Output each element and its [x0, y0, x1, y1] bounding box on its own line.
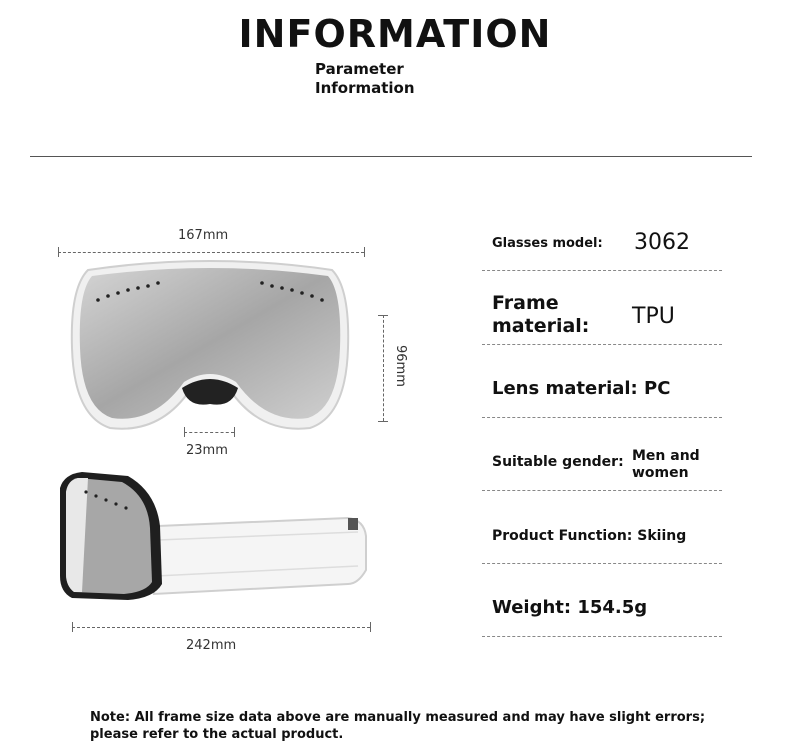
- spec-frame-label: [492, 292, 589, 338]
- dimension-nose-tick-left: [184, 427, 185, 437]
- spec-row-weight: [482, 563, 722, 637]
- dimension-width-label: 167mm: [178, 228, 229, 243]
- disclaimer-line-2: please refer to the actual product.: [90, 727, 344, 742]
- dimension-strap-line: [72, 627, 370, 628]
- spec-row-frame: [482, 270, 722, 345]
- spec-frame-value: TPU: [632, 304, 675, 329]
- dimension-strap-tick-right: [370, 622, 371, 632]
- spec-gender-value-line-1: Men and: [632, 448, 700, 464]
- disclaimer-note: [90, 709, 710, 743]
- spec-row-lens: [482, 344, 722, 418]
- disclaimer-line-1: Note: All frame size data above are manually measured and may have slight errors;: [90, 710, 706, 725]
- dimension-height-label: 96mm: [393, 345, 408, 387]
- subtitle-line-1: Parameter: [315, 60, 404, 78]
- page-subtitle: [315, 60, 465, 98]
- spec-row-gender: [482, 417, 722, 491]
- dimension-strap-label: 242mm: [186, 638, 237, 653]
- goggle-side-image: [58, 466, 372, 604]
- dimension-nose-label: 23mm: [186, 443, 228, 458]
- spec-frame-label-line-2: material:: [492, 315, 590, 337]
- spec-weight-label: Weight: 154.5g: [492, 597, 648, 618]
- dimension-width-tick-left: [58, 247, 59, 257]
- spec-function-label: Product Function: Skiing: [492, 528, 687, 544]
- spec-gender-label: Suitable gender:: [492, 454, 624, 470]
- spec-frame-label-line-1: Frame: [492, 292, 559, 314]
- dimension-strap-tick-left: [72, 622, 73, 632]
- spec-model-value: 3062: [634, 230, 690, 255]
- spec-model-label: Glasses model:: [492, 236, 603, 251]
- header-divider: [30, 156, 752, 157]
- dimension-nose-tick-right: [234, 427, 235, 437]
- spec-row-model: [482, 218, 722, 271]
- dimension-height-tick-top: [378, 315, 388, 316]
- spec-gender-value-line-2: women: [632, 465, 689, 481]
- dimension-height-line: [383, 315, 384, 421]
- goggle-front-image: [70, 258, 350, 436]
- page-title: INFORMATION: [238, 12, 552, 56]
- dimension-width-tick-right: [364, 247, 365, 257]
- dimension-height-tick-bottom: [378, 421, 388, 422]
- subtitle-line-2: Information: [315, 79, 415, 97]
- dimension-nose-line: [184, 432, 234, 433]
- dimension-width-line: [58, 252, 364, 253]
- spec-gender-value: [632, 448, 700, 482]
- spec-row-function: [482, 490, 722, 564]
- spec-lens-label: Lens material: PC: [492, 378, 671, 399]
